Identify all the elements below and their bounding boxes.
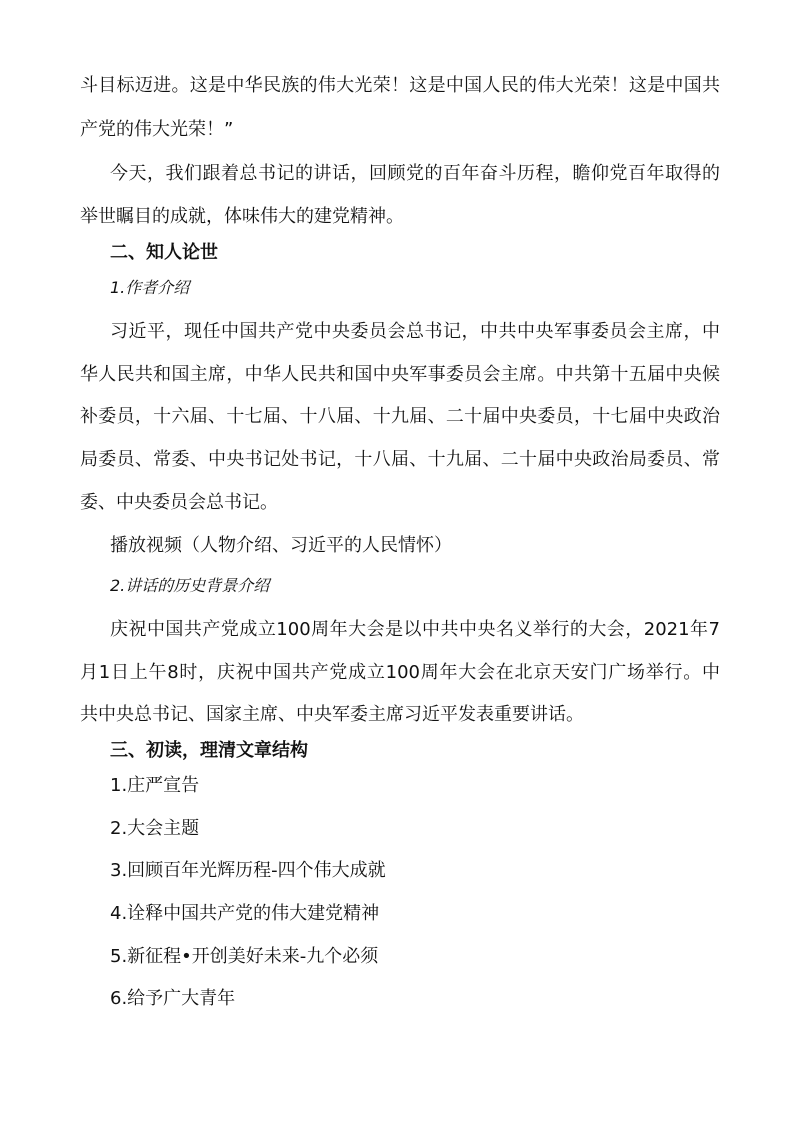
list-item: 3.回顾百年光辉历程-四个伟大成就 <box>110 860 386 881</box>
paragraph-line: 庆祝中国共产党成立100周年大会是以中共中央名义举行的大会，2021年7 <box>110 619 720 640</box>
list-item: 2.大会主题 <box>110 818 200 839</box>
paragraph-line: 习近平，现任中国共产党中央委员会总书记，中共中央军事委员会主席，中 <box>110 321 720 342</box>
section-heading: 二、知人论世 <box>110 242 218 263</box>
paragraph-line: 举世瞩目的成就，体味伟大的建党精神。 <box>80 206 404 227</box>
paragraph-line: 产党的伟大光荣！” <box>80 119 234 140</box>
paragraph-line: 斗目标迈进。这是中华民族的伟大光荣！这是中国人民的伟大光荣！这是中国共 <box>80 75 720 96</box>
paragraph-line: 月1日上午8时，庆祝中国共产党成立100周年大会在北京天安门广场举行。中 <box>80 662 720 683</box>
list-item: 5.新征程•开创美好未来-九个必须 <box>110 946 379 967</box>
paragraph-line: 委、中央委员会总书记。 <box>80 492 278 513</box>
paragraph-line: 华人民共和国主席，中华人民共和国中央军事委员会主席。中共第十五届中央候 <box>80 364 720 385</box>
subsection-heading: 1.作者介绍 <box>110 278 190 297</box>
paragraph-line: 局委员、常委、中央书记处书记，十八届、十九届、二十届中央政治局委员、常 <box>80 449 720 470</box>
paragraph-line: 播放视频（人物介绍、习近平的人民情怀） <box>110 535 452 556</box>
subsection-heading: 2.讲话的历史背景介绍 <box>110 576 270 595</box>
section-heading: 三、初读，理清文章结构 <box>110 740 308 761</box>
paragraph-line: 今天，我们跟着总书记的讲话，回顾党的百年奋斗历程，瞻仰党百年取得的 <box>110 163 720 184</box>
list-item: 6.给予广大青年 <box>110 988 236 1009</box>
list-item: 4.诠释中国共产党的伟大建党精神 <box>110 903 380 924</box>
list-item: 1.庄严宣告 <box>110 775 200 796</box>
paragraph-line: 共中央总书记、国家主席、中央军委主席习近平发表重要讲话。 <box>80 704 584 725</box>
paragraph-line: 补委员，十六届、十七届、十八届、十九届、二十届中央委员，十七届中央政治 <box>80 406 720 427</box>
